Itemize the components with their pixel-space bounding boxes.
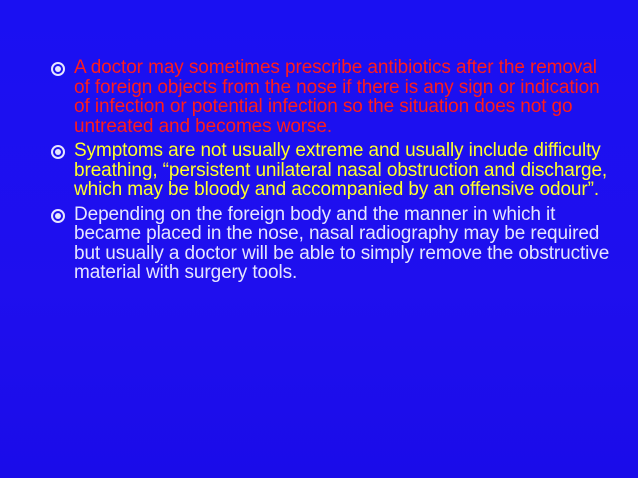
circled-dot-icon	[50, 61, 66, 77]
bullet-item-antibiotics	[50, 58, 610, 136]
bullet-text: Symptoms are not usually extreme and usually include difficulty breathing, “persistent unilateral nasal obstruction and discharge, which may be bloody and accompanied by an offensive odour”.	[74, 140, 608, 200]
bullet-item-symptoms	[50, 141, 610, 200]
circled-dot-icon	[50, 144, 66, 160]
circled-dot-icon	[50, 208, 66, 224]
bullet-list	[50, 58, 610, 288]
bullet-item-radiography	[50, 205, 610, 283]
bullet-text: Depending on the foreign body and the manner in which it became placed in the nose, nasal radiography may be required but usually a doctor will be able to simply remove the obstructive material with surgery tools.	[74, 203, 610, 283]
bullet-text: A doctor may sometimes prescribe antibiotics after the removal of foreign objects from the nose if there is any sign or indication of infection or potential infection so the situation does not go untreated and becomes worse.	[74, 57, 600, 137]
